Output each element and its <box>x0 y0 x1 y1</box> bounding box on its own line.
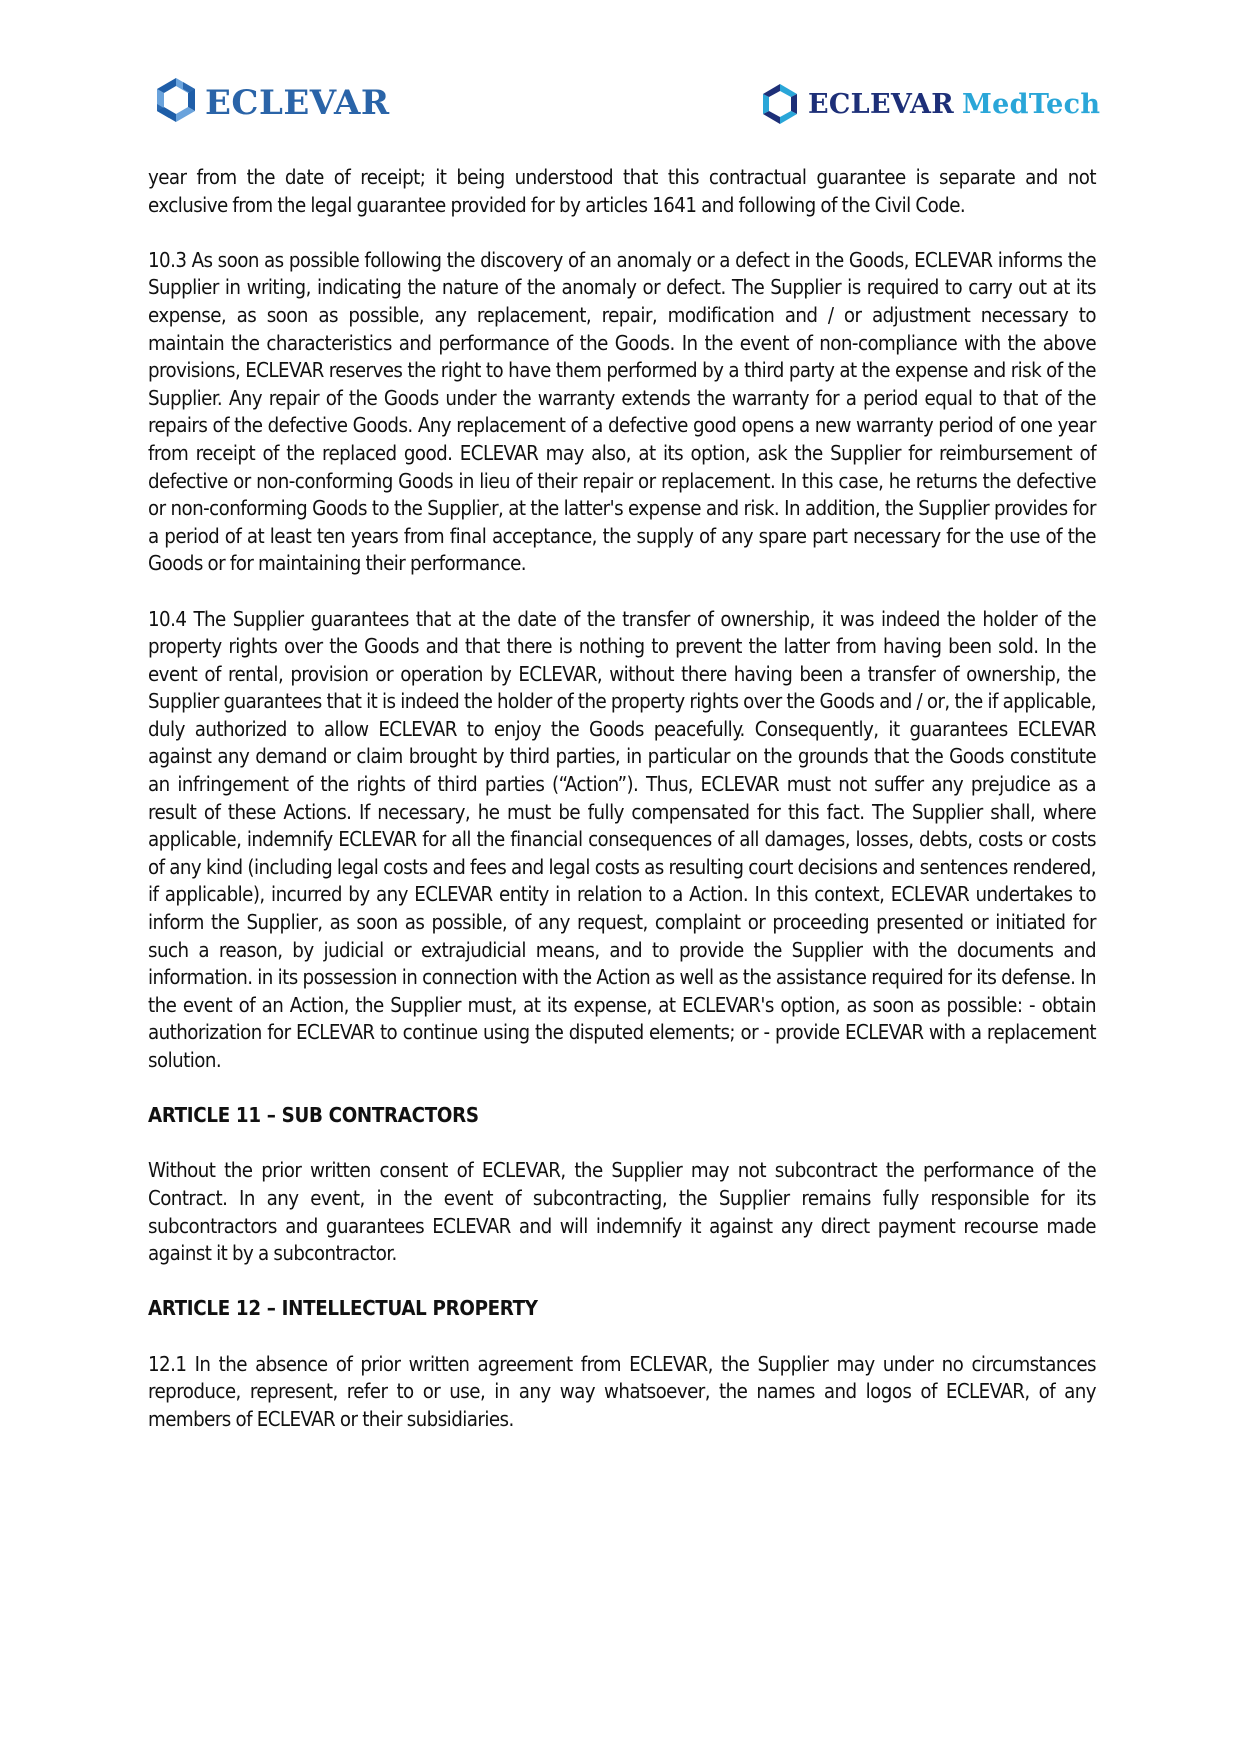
paragraph-10-3: 10.3 As soon as possible following the discovery of an anomaly or a defect in the Goods, ECLEVAR informs the Supplier in writing, indicating the nature of the anomaly or defect. The Supplier is required to carry out at its expense, as soon as possible, any replacement, repair, modification and / or adjustment necessary to maintain the characteristics and performance of the Goods. In the event of non-compliance with the above provisions, ECLEVAR reserves the right to have them performed by a third party at the expense and risk of the Supplier. Any repair of the Goods under the warranty extends the warranty for a period equal to that of the repairs of the defective Goods. Any replacement of a defective good opens a new warranty period of one year from receipt of the replaced good. ECLEVAR may also, at its option, ask the Supplier for reimbursement of defective or non-conforming Goods in lieu of their repair or replacement. In this case, he returns the defective or non-conforming Goods to the Supplier, at the latter's expense and risk. In addition, the Supplier provides for a period of at least ten years from final acceptance, the supply of any spare part necessary for the use of the Goods or for maintaining their performance. <box>148 247 1096 576</box>
eclevar-hexagon-logo-icon <box>153 76 199 130</box>
eclevar-logo-text: ECLEVAR <box>205 83 390 123</box>
paragraph-10-4: 10.4 The Supplier guarantees that at the date of the transfer of ownership, it was indeed the holder of the property rights over the Goods and that there is nothing to prevent the latter from having been sold. In the event of rental, provision or operation by ECLEVAR, without there having been a transfer of ownership, the Supplier guarantees that it is indeed the holder of the property rights over the Goods and / or, the if applicable, duly authorized to allow ECLEVAR to enjoy the Goods peacefully. Consequently, it guarantees ECLEVAR against any demand or claim brought by third parties, in particular on the grounds that the Goods constitute an infringement of the rights of third parties (“Action”). Thus, ECLEVAR must not suffer any prejudice as a result of these Actions. If necessary, he must be fully compensated for this fact. The Supplier shall, where applicable, indemnify ECLEVAR for all the financial consequences of all damages, losses, debts, costs or costs of any kind (including legal costs and fees and legal costs as resulting court decisions and sentences rendered, if applicable), incurred by any ECLEVAR entity in relation to a Action. In this context, ECLEVAR undertakes to inform the Supplier, as soon as possible, of any request, complaint or proceeding presented or initiated for such a reason, by judicial or extrajudicial means, and to provide the Supplier with the documents and information. in its possession in connection with the Action as well as the assistance required for its defense. In the event of an Action, the Supplier must, at its expense, at ECLEVAR's option, as soon as possible: - obtain authorization for ECLEVAR to continue using the disputed elements; or - provide ECLEVAR with a replacement solution. <box>148 606 1096 1072</box>
paragraph-article-11: Without the prior written consent of ECLEVAR, the Supplier may not subcontract the performance of the Contract. In any event, in the event of subcontracting, the Supplier remains fully responsible for its subcontractors and guarantees ECLEVAR and will indemnify it against any direct payment recourse made against it by a subcontractor. <box>148 1158 1096 1266</box>
eclevar-medtech-logo-text-primary: ECLEVAR <box>808 88 954 120</box>
document-body <box>148 164 1096 1461</box>
paragraph-warranty-continuation: year from the date of receipt; it being understood that this contractual guarantee is separate and not exclusive from the legal guarantee provided for by articles 1641 and following of the Civil Code. <box>148 165 1096 217</box>
eclevar-medtech-hexagon-logo-icon <box>760 82 800 126</box>
eclevar-medtech-logo <box>760 82 1100 126</box>
paragraph-12-1: 12.1 In the absence of prior written agreement from ECLEVAR, the Supplier may under no circumstances reproduce, represent, refer to or use, in any way whatsoever, the names and logos of ECLEVAR, of any members of ECLEVAR or their subsidiaries. <box>148 1351 1096 1431</box>
page-header <box>0 0 1240 160</box>
heading-article-11: ARTICLE 11 – SUB CONTRACTORS <box>148 1103 479 1128</box>
eclevar-logo <box>153 76 390 130</box>
eclevar-medtech-logo-text-secondary: MedTech <box>961 88 1101 120</box>
heading-article-12: ARTICLE 12 – INTELLECTUAL PROPERTY <box>148 1296 538 1321</box>
